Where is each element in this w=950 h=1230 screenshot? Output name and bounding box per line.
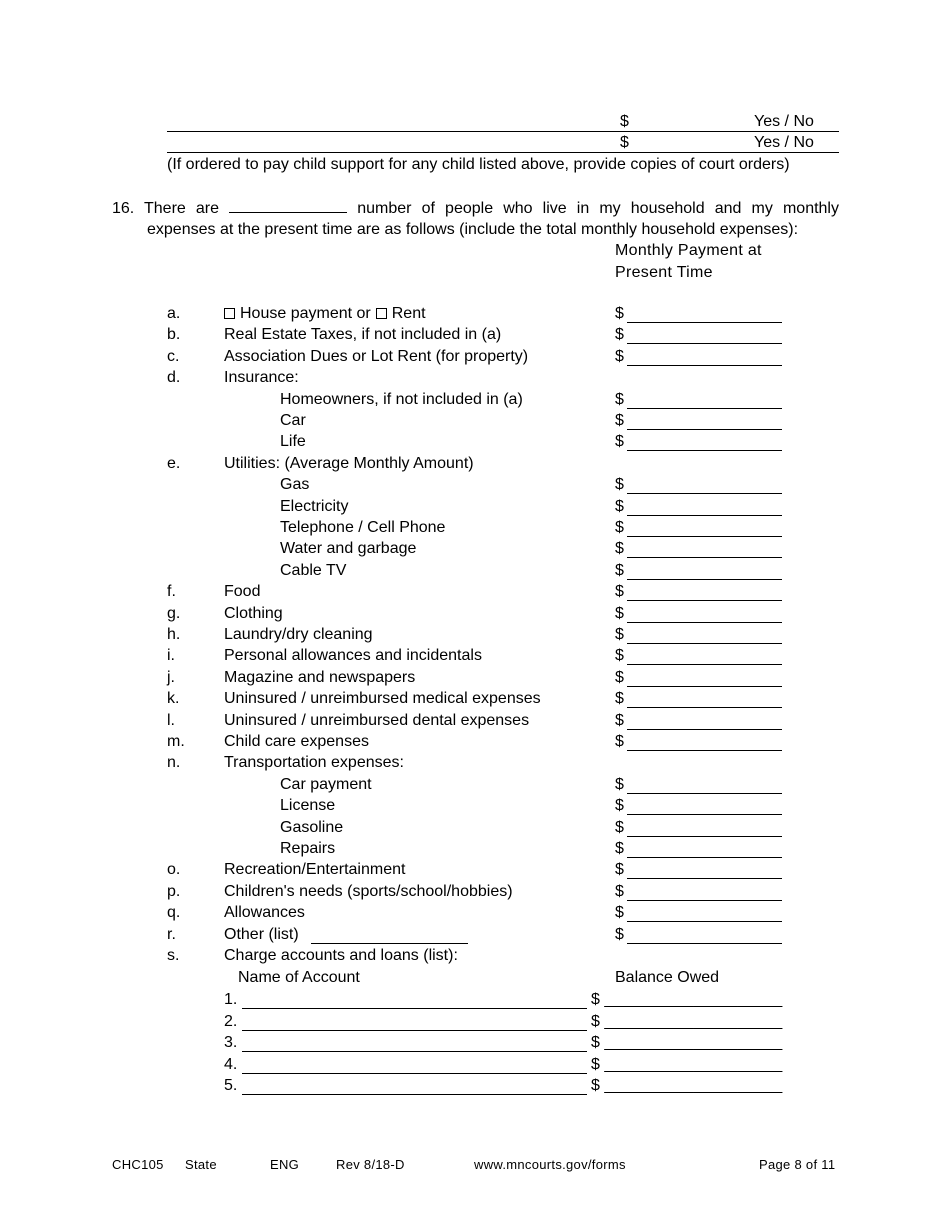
dollar-sign: $ bbox=[615, 797, 624, 814]
item-label: Homeowners, if not included in (a) bbox=[280, 391, 523, 408]
footer-form-id: CHC105 bbox=[112, 1157, 164, 1172]
dollar-sign: $ bbox=[615, 669, 624, 686]
prev-row-1-line[interactable] bbox=[167, 131, 839, 132]
dollar-sign: $ bbox=[615, 476, 624, 493]
monthly-payment-header bbox=[615, 240, 762, 284]
amount-field[interactable] bbox=[627, 943, 782, 944]
footer-revision: Rev 8/18-D bbox=[336, 1157, 405, 1172]
amount-field[interactable] bbox=[627, 814, 782, 815]
dollar-sign: $ bbox=[615, 540, 624, 557]
amount-field[interactable] bbox=[627, 900, 782, 901]
item-letter: s. bbox=[167, 947, 180, 964]
item-letter: k. bbox=[167, 690, 180, 707]
item-letter: j. bbox=[167, 669, 175, 686]
account-number: 4. bbox=[224, 1056, 238, 1073]
dollar-sign: $ bbox=[615, 883, 624, 900]
account-name-field[interactable] bbox=[242, 1008, 587, 1009]
item-label bbox=[224, 304, 426, 324]
account-name-field[interactable] bbox=[242, 1051, 587, 1052]
item-label: Children's needs (sports/school/hobbies) bbox=[224, 883, 513, 900]
item-label: Cable TV bbox=[280, 562, 347, 579]
item-label: Insurance: bbox=[224, 369, 299, 386]
account-name-field[interactable] bbox=[242, 1094, 587, 1095]
account-balance-field[interactable]: $ ____________________ bbox=[591, 991, 783, 1008]
amount-field[interactable] bbox=[627, 493, 782, 494]
amount-field[interactable] bbox=[627, 365, 782, 366]
item-letter: r. bbox=[167, 926, 176, 943]
item-letter: g. bbox=[167, 605, 181, 622]
item-label: Gas bbox=[280, 476, 310, 493]
question-text-end: expenses at the present time are as follows (include the total monthly household expenses): bbox=[147, 221, 799, 238]
account-balance-field[interactable]: $ ____________________ bbox=[591, 1077, 783, 1094]
item-label: Telephone / Cell Phone bbox=[280, 519, 446, 536]
dollar-sign: $ bbox=[615, 733, 624, 750]
prev-row-1-dollar: $ bbox=[620, 113, 629, 130]
dollar-sign: $ bbox=[615, 926, 624, 943]
item-letter: i. bbox=[167, 647, 175, 664]
item-label: License bbox=[280, 797, 336, 814]
house-payment-checkbox[interactable] bbox=[224, 308, 235, 319]
monthly-payment-header-line1: Monthly Payment at bbox=[615, 242, 762, 259]
account-number: 1. bbox=[224, 991, 238, 1008]
amount-field[interactable] bbox=[627, 878, 782, 879]
item-label: Charge accounts and loans (list): bbox=[224, 947, 458, 964]
question-16 bbox=[112, 198, 839, 240]
footer-page-number: Page 8 of 11 bbox=[759, 1157, 836, 1172]
balance-owed-header: Balance Owed bbox=[615, 969, 720, 986]
amount-field[interactable] bbox=[627, 664, 782, 665]
account-number: 3. bbox=[224, 1034, 238, 1051]
amount-field[interactable] bbox=[627, 857, 782, 858]
item-label: Food bbox=[224, 583, 261, 600]
dollar-sign: $ bbox=[615, 626, 624, 643]
account-balance-field[interactable]: $ ____________________ bbox=[591, 1013, 783, 1030]
item-letter: c. bbox=[167, 348, 180, 365]
item-label: Real Estate Taxes, if not included in (a) bbox=[224, 326, 502, 343]
prev-row-1-yes-no[interactable]: Yes / No bbox=[754, 113, 814, 130]
item-label: Magazine and newspapers bbox=[224, 669, 416, 686]
house-payment-label: House payment or bbox=[240, 305, 371, 322]
dollar-sign: $ bbox=[615, 647, 624, 664]
amount-field[interactable] bbox=[627, 600, 782, 601]
account-name-header: Name of Account bbox=[238, 969, 360, 986]
dollar-sign: $ bbox=[615, 433, 624, 450]
item-label: Utilities: (Average Monthly Amount) bbox=[224, 455, 474, 472]
item-label: Uninsured / unreimbursed dental expenses bbox=[224, 712, 530, 729]
amount-field[interactable] bbox=[627, 729, 782, 730]
dollar-sign: $ bbox=[615, 840, 624, 857]
dollar-sign: $ bbox=[615, 348, 624, 365]
item-letter: n. bbox=[167, 754, 181, 771]
dollar-sign: $ bbox=[615, 412, 624, 429]
item-letter: o. bbox=[167, 861, 181, 878]
item-label: Allowances bbox=[224, 904, 305, 921]
account-number: 5. bbox=[224, 1077, 238, 1094]
item-label: Car bbox=[280, 412, 306, 429]
amount-field[interactable] bbox=[627, 450, 782, 451]
amount-field[interactable] bbox=[627, 343, 782, 344]
amount-field[interactable] bbox=[627, 836, 782, 837]
dollar-sign: $ bbox=[615, 498, 624, 515]
amount-field[interactable] bbox=[627, 536, 782, 537]
item-letter: b. bbox=[167, 326, 181, 343]
amount-field[interactable] bbox=[627, 579, 782, 580]
item-label: Gasoline bbox=[280, 819, 344, 836]
item-label: Transportation expenses: bbox=[224, 754, 404, 771]
item-letter: e. bbox=[167, 455, 181, 472]
amount-field[interactable] bbox=[627, 643, 782, 644]
question-text-mid: number of people who live in my household and my monthly bbox=[357, 200, 839, 217]
dollar-sign: $ bbox=[615, 326, 624, 343]
item-label: Clothing bbox=[224, 605, 283, 622]
item-label: Uninsured / unreimbursed medical expenses bbox=[224, 690, 541, 707]
item-letter: h. bbox=[167, 626, 181, 643]
account-name-field[interactable] bbox=[242, 1073, 587, 1074]
account-name-field[interactable] bbox=[242, 1030, 587, 1031]
dollar-sign: $ bbox=[615, 904, 624, 921]
dollar-sign: $ bbox=[615, 712, 624, 729]
item-letter: l. bbox=[167, 712, 175, 729]
dollar-sign: $ bbox=[615, 391, 624, 408]
amount-field[interactable] bbox=[627, 408, 782, 409]
rent-label: Rent bbox=[391, 305, 426, 322]
question-number: 16. bbox=[112, 200, 135, 217]
amount-field[interactable] bbox=[627, 557, 782, 558]
other-list-field[interactable] bbox=[311, 943, 468, 944]
rent-checkbox[interactable] bbox=[376, 308, 387, 319]
item-label: Life bbox=[280, 433, 306, 450]
dollar-sign: $ bbox=[615, 562, 624, 579]
item-label: Recreation/Entertainment bbox=[224, 861, 406, 878]
item-letter: m. bbox=[167, 733, 185, 750]
account-balance-field[interactable]: $ ____________________ bbox=[591, 1034, 783, 1051]
question-text-start: There are bbox=[144, 200, 220, 217]
item-letter: d. bbox=[167, 369, 181, 386]
item-label: Personal allowances and incidentals bbox=[224, 647, 482, 664]
prev-row-2-yes-no[interactable]: Yes / No bbox=[754, 134, 814, 151]
dollar-sign: $ bbox=[615, 861, 624, 878]
footer-url[interactable]: www.mncourts.gov/forms bbox=[474, 1157, 626, 1172]
dollar-sign: $ bbox=[615, 305, 624, 322]
item-letter: q. bbox=[167, 904, 181, 921]
dollar-sign: $ bbox=[615, 583, 624, 600]
prev-row-2-line[interactable] bbox=[167, 152, 839, 153]
amount-field[interactable] bbox=[627, 515, 782, 516]
account-balance-field[interactable]: $ ____________________ bbox=[591, 1056, 783, 1073]
item-letter: a. bbox=[167, 305, 181, 322]
amount-field[interactable] bbox=[627, 622, 782, 623]
item-label: Electricity bbox=[280, 498, 349, 515]
dollar-sign: $ bbox=[615, 690, 624, 707]
amount-field[interactable] bbox=[627, 707, 782, 708]
amount-field[interactable] bbox=[627, 322, 782, 323]
prev-row-2-dollar: $ bbox=[620, 134, 629, 151]
item-label: Child care expenses bbox=[224, 733, 369, 750]
amount-field[interactable] bbox=[627, 750, 782, 751]
item-label: Laundry/dry cleaning bbox=[224, 626, 373, 643]
item-label: Other (list) bbox=[224, 926, 299, 943]
amount-field[interactable] bbox=[627, 921, 782, 922]
dollar-sign: $ bbox=[615, 776, 624, 793]
item-label: Repairs bbox=[280, 840, 336, 857]
item-label: Car payment bbox=[280, 776, 372, 793]
account-number: 2. bbox=[224, 1013, 238, 1030]
dollar-sign: $ bbox=[615, 819, 624, 836]
footer-state: State bbox=[185, 1157, 217, 1172]
item-letter: f. bbox=[167, 583, 176, 600]
item-label: Water and garbage bbox=[280, 540, 417, 557]
monthly-payment-header-line2: Present Time bbox=[615, 264, 713, 281]
item-letter: p. bbox=[167, 883, 181, 900]
item-label: Association Dues or Lot Rent (for property) bbox=[224, 348, 529, 365]
footer-language: ENG bbox=[270, 1157, 300, 1172]
dollar-sign: $ bbox=[615, 519, 624, 536]
amount-field[interactable] bbox=[627, 686, 782, 687]
household-count-field[interactable] bbox=[229, 198, 347, 213]
amount-field[interactable] bbox=[627, 429, 782, 430]
amount-field[interactable] bbox=[627, 793, 782, 794]
court-orders-note: (If ordered to pay child support for any child listed above, provide copies of court orders) bbox=[167, 156, 790, 173]
dollar-sign: $ bbox=[615, 605, 624, 622]
